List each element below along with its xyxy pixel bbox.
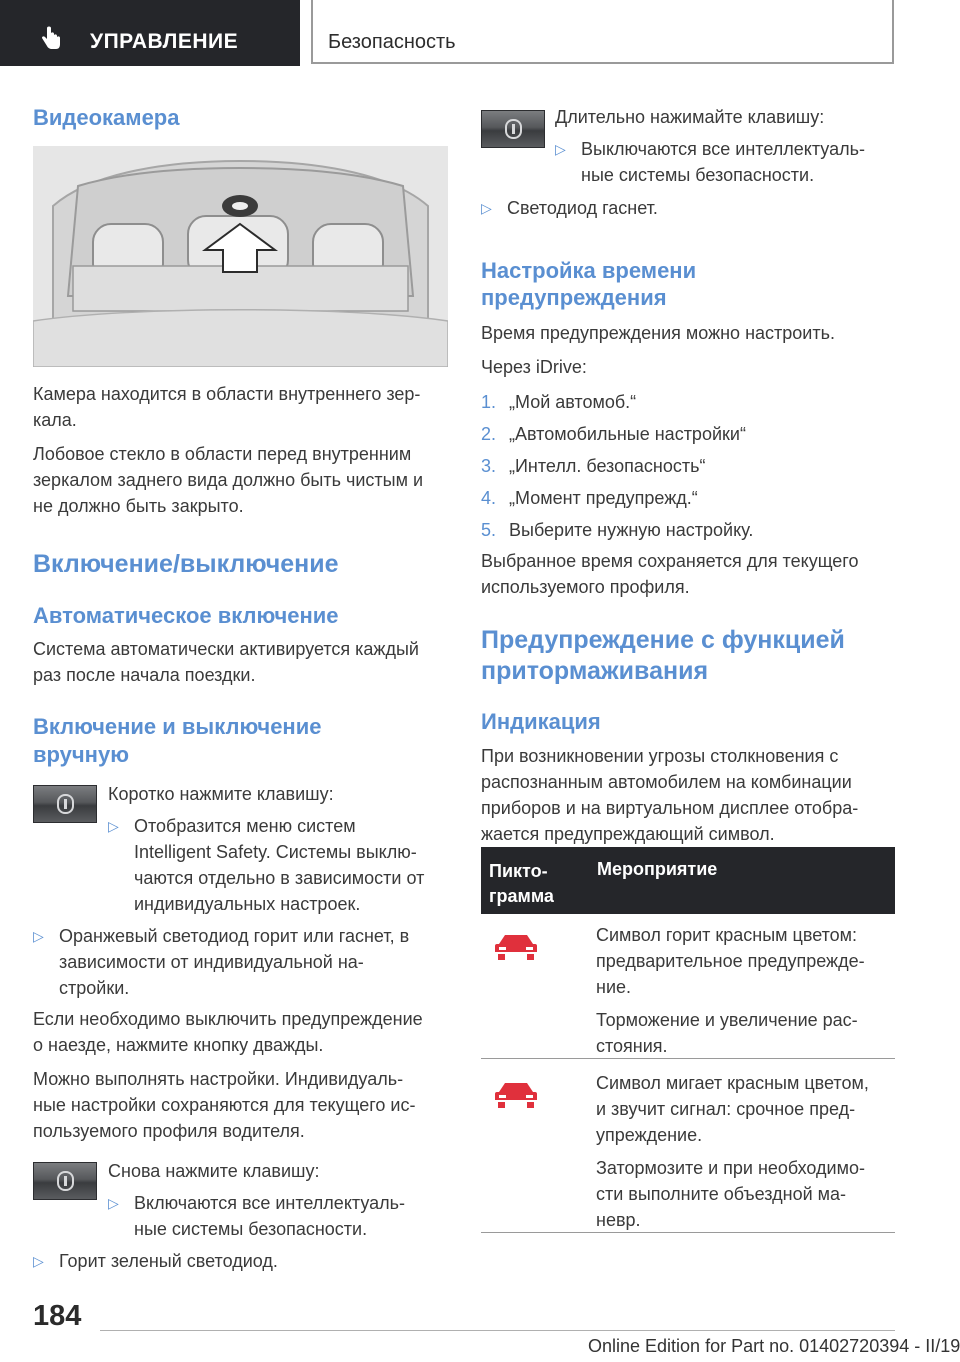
hand-pointer-icon xyxy=(38,26,64,52)
page-number: 184 xyxy=(33,1300,82,1332)
time-heading: Настройка времени xyxy=(481,258,697,283)
windshield-camera-illustration xyxy=(33,146,448,367)
body-text-line: Выбранное время сохраняется для текущего xyxy=(481,551,859,571)
camera-text-line: не должно быть закрыто. xyxy=(33,496,244,516)
footer-divider xyxy=(100,1330,895,1331)
auto-heading: Автоматическое включение xyxy=(33,603,339,628)
list-item-line: индивидуальных настроек. xyxy=(134,894,361,914)
body-text-line: жается предупреждающий символ. xyxy=(481,824,775,844)
auto-text-line: раз после начала поездки. xyxy=(33,665,256,685)
table-cell-line: Символ горит красным цветом: xyxy=(596,925,858,945)
table-header-pictogram: Пикто- грамма xyxy=(489,861,554,906)
table-row-divider xyxy=(481,1232,895,1233)
triangle-bullet-icon: ▷ xyxy=(108,1195,119,1211)
time-heading: предупреждения xyxy=(481,285,667,310)
table-cell-line: Торможение и увеличение рас- xyxy=(596,1010,858,1030)
table-cell-line: Символ мигает красным цветом, xyxy=(596,1073,869,1093)
camera-text-line: кала. xyxy=(33,410,77,430)
edition-text: Online Edition for Part no. 01402720394 - II/19 xyxy=(588,1336,960,1356)
table-cell-line: упреждение. xyxy=(596,1125,703,1145)
body-text-line: Через iDrive: xyxy=(481,357,587,377)
auto-text-line: Система автоматически активируется каждый xyxy=(33,639,419,659)
list-item-line: ные системы безопасности. xyxy=(134,1219,368,1239)
body-text-line: о наезде, нажмите кнопку дважды. xyxy=(33,1035,324,1055)
table-cell-line: ние. xyxy=(596,977,632,997)
collision-warning-car-icon xyxy=(493,932,539,962)
brake-heading: Предупреждение с функцией xyxy=(481,626,845,654)
camera-heading: Видеокамера xyxy=(33,105,180,130)
list-item-line: Intelligent Safety. Системы выклю- xyxy=(134,842,417,862)
body-text-line: ные настройки сохраняются для текущего ис- xyxy=(33,1095,416,1115)
section-tab[interactable] xyxy=(0,0,300,66)
list-item-line: зависимости от индивидуальной на- xyxy=(59,952,364,972)
onoff-heading: Включение/выключение xyxy=(33,550,339,578)
table-cell-line: и звучит сигнал: срочное пред- xyxy=(596,1099,856,1119)
manual-heading: вручную xyxy=(33,742,129,767)
table-header-action: Мероприятие xyxy=(597,859,718,879)
triangle-bullet-icon: ▷ xyxy=(33,928,44,944)
intelligent-safety-button-icon xyxy=(33,1162,97,1200)
table-header xyxy=(481,847,895,914)
triangle-bullet-icon: ▷ xyxy=(555,141,566,157)
body-text-line: пользуемого профиля водителя. xyxy=(33,1121,305,1141)
section-tab-label: УПРАВЛЕНИЕ xyxy=(90,30,239,53)
camera-text-line: зеркалом заднего вида должно быть чистым и xyxy=(33,470,424,490)
list-item-line: ные системы безопасности. xyxy=(581,165,815,185)
body-text-line: распознанным автомобилем на комбинации xyxy=(481,772,852,792)
intelligent-safety-button-icon xyxy=(33,785,97,823)
body-text-line: приборов и на виртуальном дисплее отобра- xyxy=(481,798,859,818)
chapter-tab-label: Безопасность xyxy=(328,31,456,53)
table-cell-line: невр. xyxy=(596,1210,641,1230)
intelligent-safety-button-icon xyxy=(481,110,545,148)
press-again-text: Снова нажмите клавишу: xyxy=(108,1161,320,1181)
collision-warning-car-icon xyxy=(493,1080,539,1110)
table-cell-line: сти выполните объездной ма- xyxy=(596,1184,847,1204)
triangle-bullet-icon: ▷ xyxy=(108,818,119,834)
list-item-line: стройки. xyxy=(59,978,130,998)
camera-text-line: Камера находится в области внутреннего зер- xyxy=(33,384,421,404)
triangle-bullet-icon: ▷ xyxy=(481,200,492,216)
body-text-line: используемого профиля. xyxy=(481,577,690,597)
body-text-line: Если необходимо выключить предупреждение xyxy=(33,1009,423,1029)
body-text-line: Можно выполнять настройки. Индивидуаль- xyxy=(33,1069,404,1089)
brake-heading: притормаживания xyxy=(481,657,709,685)
table-cell-line: Затормозите и при необходимо- xyxy=(596,1158,865,1178)
triangle-bullet-icon: ▷ xyxy=(33,1253,44,1269)
table-cell-line: предварительное предупрежде- xyxy=(596,951,865,971)
press-short-text: Коротко нажмите клавишу: xyxy=(108,784,334,804)
camera-text-line: Лобовое стекло в области перед внутренним xyxy=(33,444,412,464)
body-text-line: Время предупреждения можно настроить. xyxy=(481,323,835,343)
press-long-text: Длительно нажимайте клавишу: xyxy=(555,107,825,127)
table-row-divider xyxy=(481,1058,895,1059)
body-text-line: При возникновении угрозы столкновения с xyxy=(481,746,839,766)
header-bar xyxy=(0,0,960,66)
indication-heading: Индикация xyxy=(481,709,601,734)
table-cell-line: стояния. xyxy=(596,1036,668,1056)
list-item-line: чаются отдельно в зависимости от xyxy=(134,868,425,888)
chapter-tab[interactable] xyxy=(311,0,894,64)
manual-heading: Включение и выключение xyxy=(33,714,322,739)
